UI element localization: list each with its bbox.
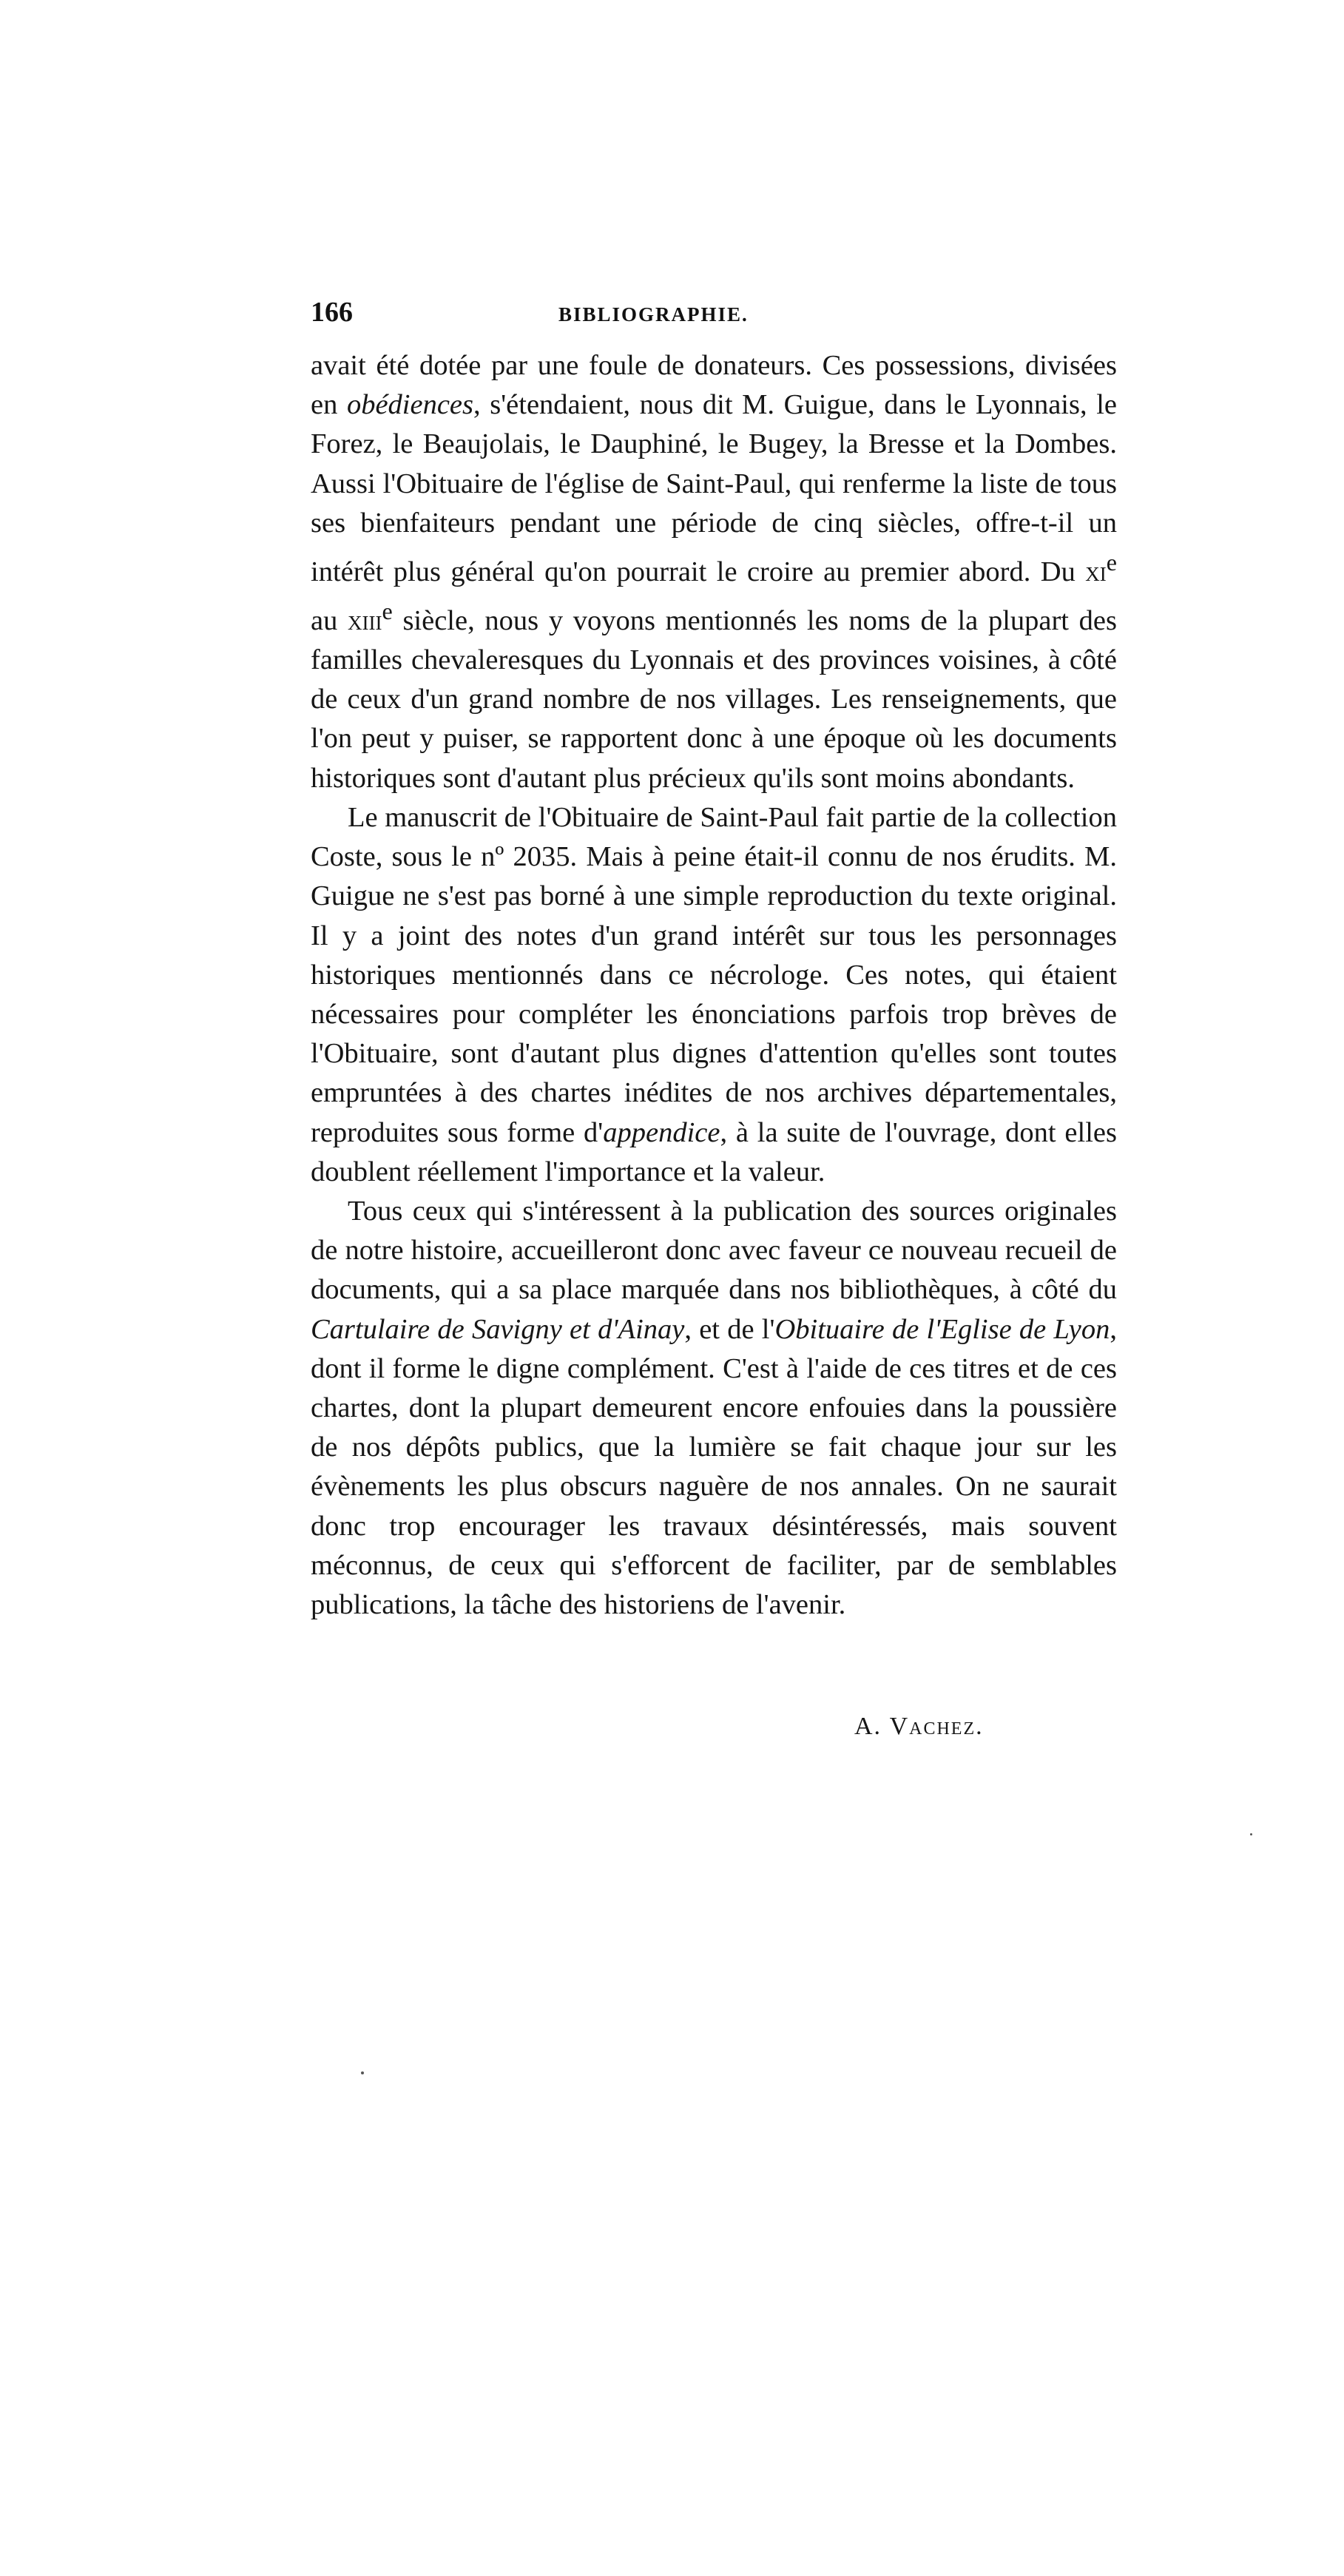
superscript: e (382, 598, 393, 625)
paragraph-2 (311, 798, 1117, 1192)
text-run: , s'étendaient, nous dit M. Guigue, dans le Lyonnais, le Forez, le Beaujolais, le Dauphiné, le Bugey, la Bresse et la Dombes. Aussi l'Obituaire de l'église de Saint-Paul, qui renferme la liste de tous ses bienfaiteurs pendant une période de cinq siècles, offre-t-il un intérêt plus général qu'on pourrait le croire au premier abord. Du (311, 389, 1117, 587)
century-numeral: xi (1085, 556, 1107, 587)
text-run: siècle, nous y voyons mentionnés les noms de la plupart des familles chevaleresques du Lyonnais et des provinces voisines, à côté de ceux d'un grand nombre de nos villages. Les renseignements, que l'on peut y puiser, se rapportent donc à une époque où les documents historiques sont d'autant plus précieux qu'ils sont moins abondants. (311, 604, 1117, 794)
author-signature (854, 1713, 984, 1741)
text-run: , dont il forme le digne complément. C'est à l'aide de ces titres et de ces chartes, dont la plupart demeurent encore enfouies dans la poussière de nos dépôts publics, que la lumière se fait chaque jour sur les évènements les plus obscurs naguère de nos annales. On ne saurait donc trop encourager les travaux désintéressés, mais souvent méconnus, de ceux qui s'efforcent de faciliter, par de semblables publications, la tâche des historiens de l'avenir. (311, 1313, 1117, 1620)
italic-title: Obituaire de l'Eglise de Lyon (774, 1313, 1110, 1345)
section-title: BIBLIOGRAPHIE. (558, 303, 749, 326)
signature-initial: A. (854, 1713, 890, 1740)
signature-surname: Vachez. (889, 1713, 984, 1740)
text-run: Tous ceux qui s'intéressent à la publication des sources originales de notre histoire, accueilleront donc avec faveur ce nouveau recueil de documents, qui a sa place marquée dans nos bibliothèques, à côté du (311, 1195, 1117, 1306)
text-run: , à la suite de l'ouvrage, dont elles doublent réellement l'importance et la valeur. (311, 1116, 1117, 1187)
italic-term: obédiences (346, 389, 473, 421)
paragraph-3 (311, 1192, 1117, 1625)
body-text (311, 346, 1117, 1625)
page-number: 166 (311, 297, 353, 328)
italic-term: appendice (603, 1116, 720, 1148)
text-run: Le manuscrit de l'Obituaire de Saint-Paul fait partie de la collection Coste, sous le nº 2035. Mais à peine était-il connu de nos érudits. M. Guigue ne s'est pas borné à une simple reproduction du texte original. Il y a joint des notes d'un grand intérêt sur tous les personnages historiques mentionnés dans ce nécrologe. Ces notes, qui étaient nécessaires pour compléter les énonciations parfois trop brèves de l'Obituaire, sont d'autant plus dignes d'attention qu'elles sont toutes empruntées à des chartes inédites de nos archives départementales, reproduites sous forme d' (311, 801, 1117, 1148)
century-numeral: xiii (348, 604, 382, 636)
running-head (311, 296, 1117, 333)
paper-speck (1250, 1833, 1252, 1835)
superscript: e (1106, 549, 1117, 576)
paper-speck (361, 2071, 364, 2074)
text-run: avait été dotée par une foule de donateurs. Ces possessions, divisées en (311, 350, 1117, 421)
italic-title: Cartulaire de Savigny et d'Ainay (311, 1313, 685, 1345)
text-run: au (311, 604, 348, 636)
paragraph-1 (311, 346, 1117, 798)
text-run: , et de l' (684, 1313, 775, 1345)
